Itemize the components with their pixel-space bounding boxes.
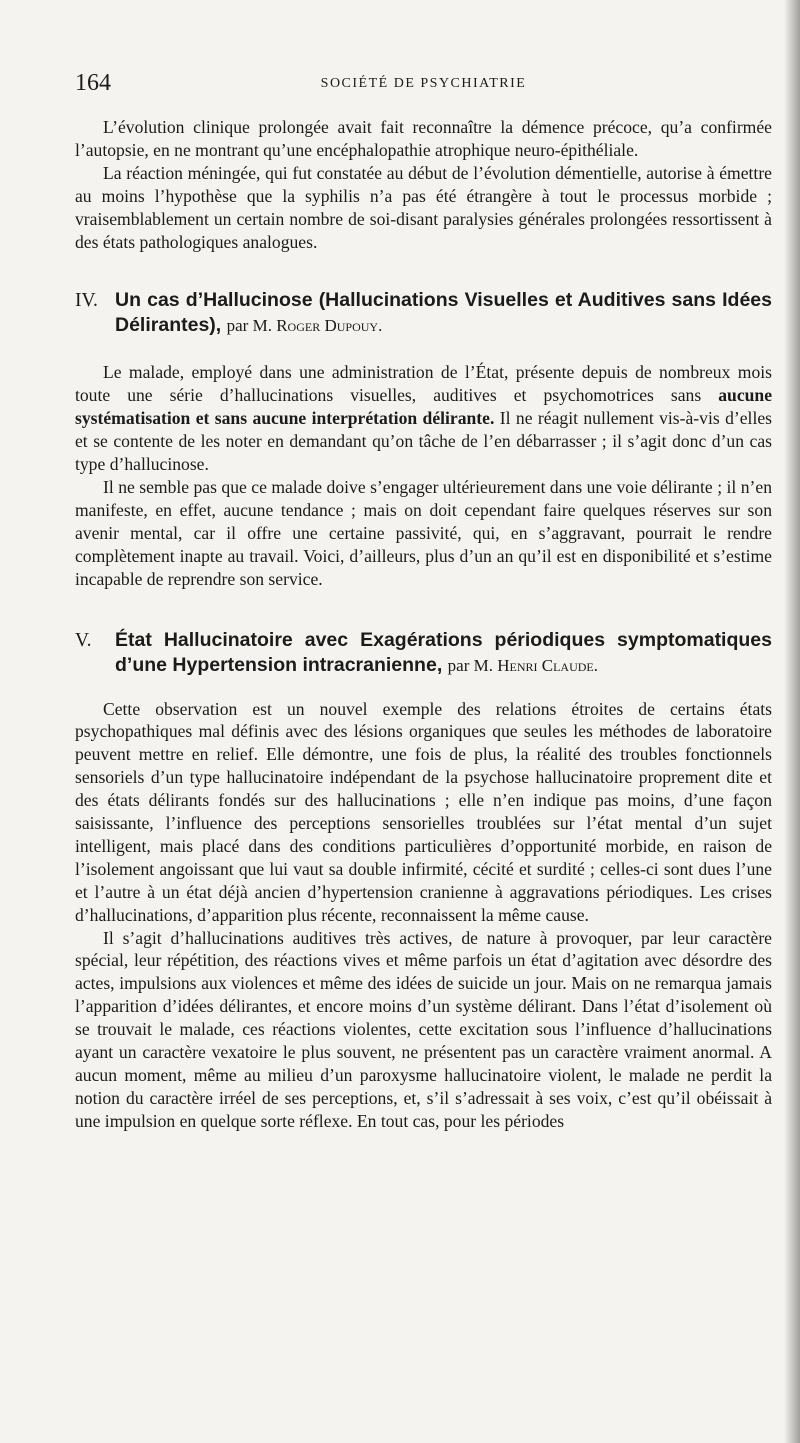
section-iv-byline [227,316,383,335]
intro-paragraph-1: L’évolution clinique prolongée avait fait reconnaître la démence précoce, qu’a confirmée l’autopsie, en ne montrant qu’une encéphalopathie atrophique neuro-épithéliale. [75,117,772,160]
section-iv-by: par M. [226,316,272,336]
section-iv-author: Roger Dupouy. [276,316,383,336]
section-iv-heading [75,288,772,338]
section-iv-paragraph-1 [75,361,772,476]
section-v-paragraph-1: Cette observation est un nouvel exemple des relations étroites de certains états psychopathiques mal définis avec des lésions organiques que seules les méthodes de laboratoire peuvent mettre en relief. Elle démontre, une fois de plus, la réalité des troubles fonctionnels sensoriels d’un type hallucinatoire indépendant de la psychose hallucinatoire proprement dite et des états délirants fondés sur des hallucinations ; elle n’en indique pas moins, d’une façon saisissante, l’influence des perceptions sensorielles troublées sur l’état mental d’un sujet intelligent, mais placé dans des conditions particulières d’opportunité morbide, en raison de l’isolement angoissant que lui vaut sa double infirmité, cécité et surdité ; celles-ci sont dues l’une et l’autre à un état déjà ancien d’hypertension cranienne à aggravations périodiques. Les crises d’hallucinations, d’apparition plus récente, reconnaissent la même cause. [75,698,772,925]
intro-paragraph-2: La réaction méningée, qui fut constatée au début de l’évolution démentielle, autorise à émettre au moins l’hypothèse que la syphilis n’a pas été étrangère à tout le processus morbide ; vraisemblablement un certain nombre de soi-disant paralysies générales prolongées ressortissent à des états pathologiques analogues. [75,162,772,252]
section-iv-p1-start: Le malade, employé dans une administration de l’État, présente depuis de nombreux mois toute une série d’hallucinations visuelles, auditives et psychomotrices sans [75,362,772,406]
section-iv-paragraph-2: Il ne semble pas que ce malade doive s’engager ultérieurement dans une voie délirante ; il n’en manifeste, en effet, aucune tendance ; mais on doit cependant faire quelques réserves sur son avenir mental, car il offre une certaine passivité, qui, en s’aggravant, pourrait le rendre complètement inapte au travail. Voici, d’ailleurs, plus d’un an qu’il est en disponibilité et s’estime incapable de reprendre son service. [75,476,772,589]
section-iv-title: Un cas d’Hallucinose (Hallucinations Visuelles et Auditives sans Idées Délirantes), [115,289,772,337]
section-v-title: État Hallucinatoire avec Exagérations périodiques symptomatiques d’une Hypertension intracranienne, [115,628,772,676]
section-iv-p1-emphasis: aucune systématisation et sans aucune interprétation délirante. [75,385,773,429]
page-number: 164 [75,70,111,96]
page-header [75,68,772,98]
running-head: SOCIÉTÉ DE PSYCHIATRIE [320,76,527,91]
section-v-byline [448,656,598,675]
section-v-number: V. [75,629,92,651]
section-v-paragraph-2: Il s’agit d’hallucinations auditives très actives, de nature à provoquer, par leur caractère spécial, leur répétition, des réactions vives et même parfois un état d’agitation avec désordre des actes, impulsions aux violences et même des idées de suicide un jour. Mais on ne remarqua jamais l’apparition d’idées délirantes, et encore moins d’un système délirant. Dans l’état d’isolement où se trouvait le malade, ces réactions violentes, cette excitation sous l’influence d’hallucinations ayant un caractère vexatoire le plus souvent, ne présentent pas un caractère vraiment anormal. A aucun moment, même au milieu d’un paroxysme hallucinatoire violent, le malade ne perdit la notion du caractère irréel de ses perceptions, et, s’il s’adressait à ses voix, c’est qu’il obéissait à une impulsion en quelque sorte réflexe. En tout cas, pour les périodes [75,927,772,1131]
page-edge-shadow [784,0,800,1443]
section-iv-number: IV. [75,290,98,312]
section-v-by: par M. [447,655,493,675]
section-v-author: Henri Claude. [497,655,599,675]
page-body [75,116,772,1133]
section-iv-p1-end: Il ne réagit nullement vis-à-vis d’elles et se contente de les noter en demandant qu’on tâche de l’en débarrasser ; il s’agit donc d’un cas type d’hallucinose. [75,408,772,475]
section-v-heading [75,628,772,678]
